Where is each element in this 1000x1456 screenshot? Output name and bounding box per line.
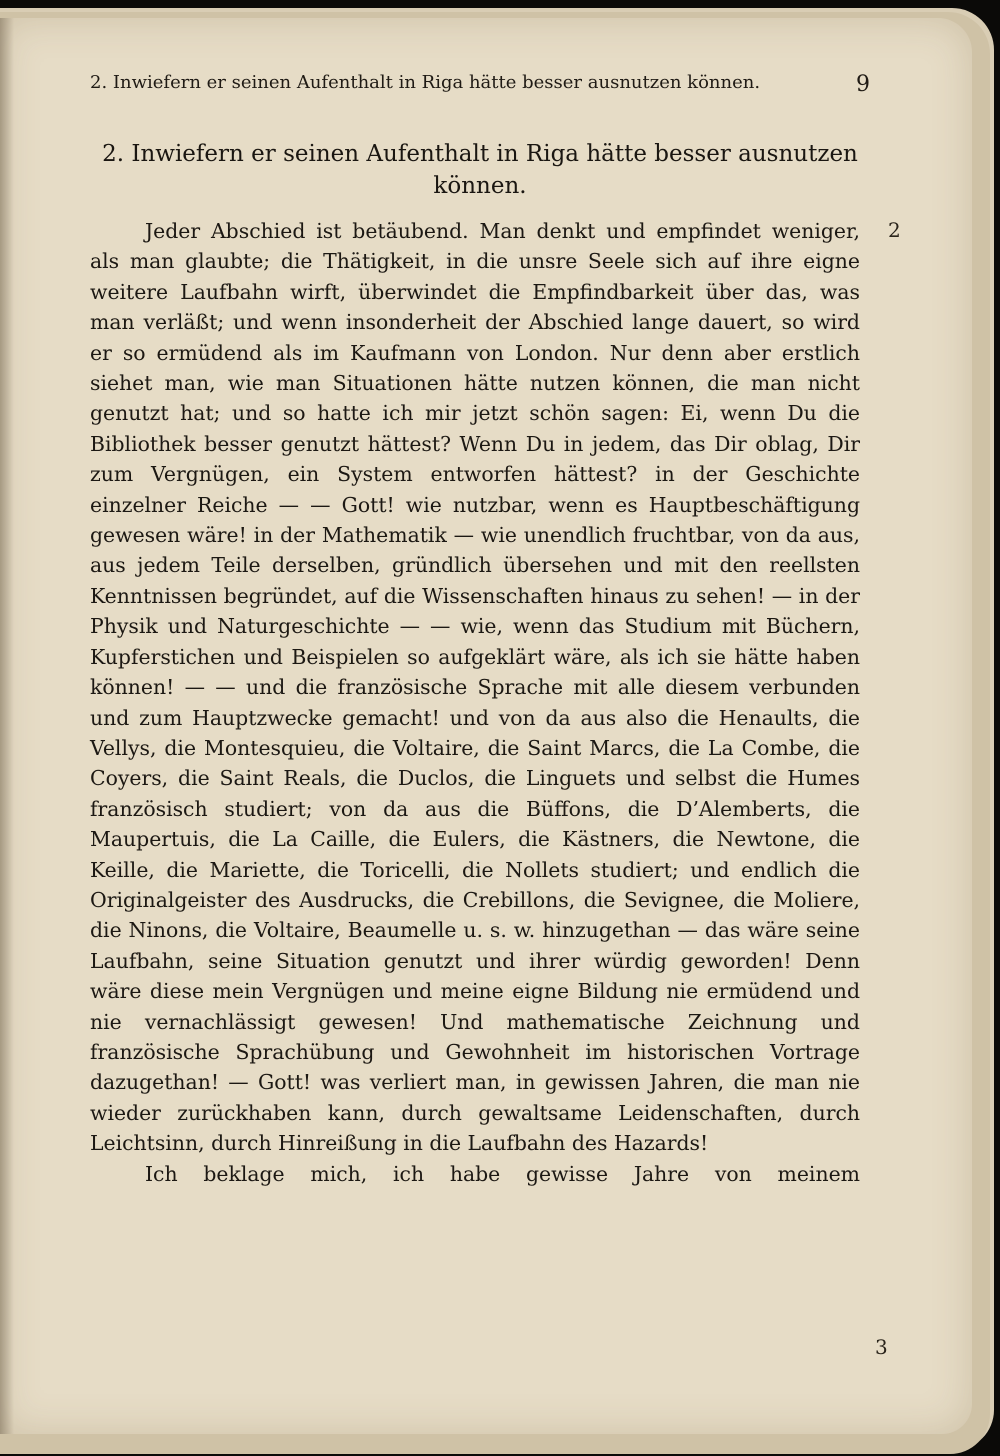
paragraph-2: Ich beklage mich, ich habe gewisse Jahre von meinem	[145, 1161, 860, 1186]
spine-shadow	[0, 18, 14, 1434]
margin-line-number: 2	[888, 218, 901, 242]
body-text	[90, 216, 860, 1189]
running-head-title: 2. Inwiefern er seinen Aufenthalt in Riga hätte besser ausnutzen können.	[90, 72, 761, 93]
paragraph-1: Jeder Abschied ist betäubend. Man denkt und empfindet weniger, als man glaubte; die Thätigkeit, in die unsre Seele sich auf ihre eigne weitere Laufbahn wirft, überwindet die Empfindbarkeit über das, was man verläßt; und wenn insonderheit der Abschied lange dauert, so wird er so ermüdend als im Kaufmann von London. Nur denn aber erstlich siehet man, wie man Situationen hätte nutzen können, die man nicht genutzt hat; und so hatte ich mir jetzt schön sagen: Ei, wenn Du die Bibliothek besser genutzt hättest? Wenn Du in jedem, das Dir oblag, Dir zum Vergnügen, ein System entworfen hättest? in der Geschichte einzelner Reiche — — Gott! wie nutzbar, wenn es Hauptbeschäftigung gewesen wäre! in der Mathematik — wie unendlich fruchtbar, von da aus, aus jedem Teile derselben, gründlich übersehen und mit den reellsten Kenntnissen begründet, auf die Wissenschaften hinaus zu sehen! — in der Physik und Naturgeschichte — — wie, wenn das Studium mit Büchern, Kupferstichen und Beispielen so aufgeklärt wäre, als ich sie hätte haben können! — — und die französische Sprache mit alle diesem verbunden und zum Hauptzwecke gemacht! und von da aus also die Henaults, die Vellys, die Montesquieu, die Voltaire, die Saint Marcs, die La Combe, die Coyers, die Saint Reals, die Duclos, die Linguets und selbst die Humes französisch studiert; von da aus die Büffons, die D’Alemberts, die Maupertuis, die La Caille, die Eulers, die Kästners, die Newtone, die Keille, die Mariette, die Toricelli, die Nollets studiert; und endlich die Originalgeister des Ausdrucks, die Crebillons, die Sevignee, die Moliere, die Ninons, die Voltaire, Beaumelle u. s. w. hinzugethan — das wäre seine Laufbahn, seine Situation genutzt und ihrer würdig geworden! Denn wäre diese mein Vergnügen und meine eigne Bildung nie ermüdend und nie vernachlässigt gewesen! Und mathematische Zeichnung und französische Sprachübung und Gewohnheit im historischen Vortrage dazugethan! — Gott! was verliert man, in gewissen Jahren, die man nie wieder zurückhaben kann, durch gewaltsame Leidenschaften, durch Leichtsinn, durch Hinreißung in die Laufbahn des Hazards!	[90, 219, 860, 1156]
chapter-title: 2. Inwiefern er seinen Aufenthalt in Riga hätte besser ausnutzen können.	[102, 141, 858, 199]
margin-line-number: 3	[875, 1335, 888, 1359]
page-number: 9	[856, 72, 870, 97]
running-head	[90, 72, 870, 102]
